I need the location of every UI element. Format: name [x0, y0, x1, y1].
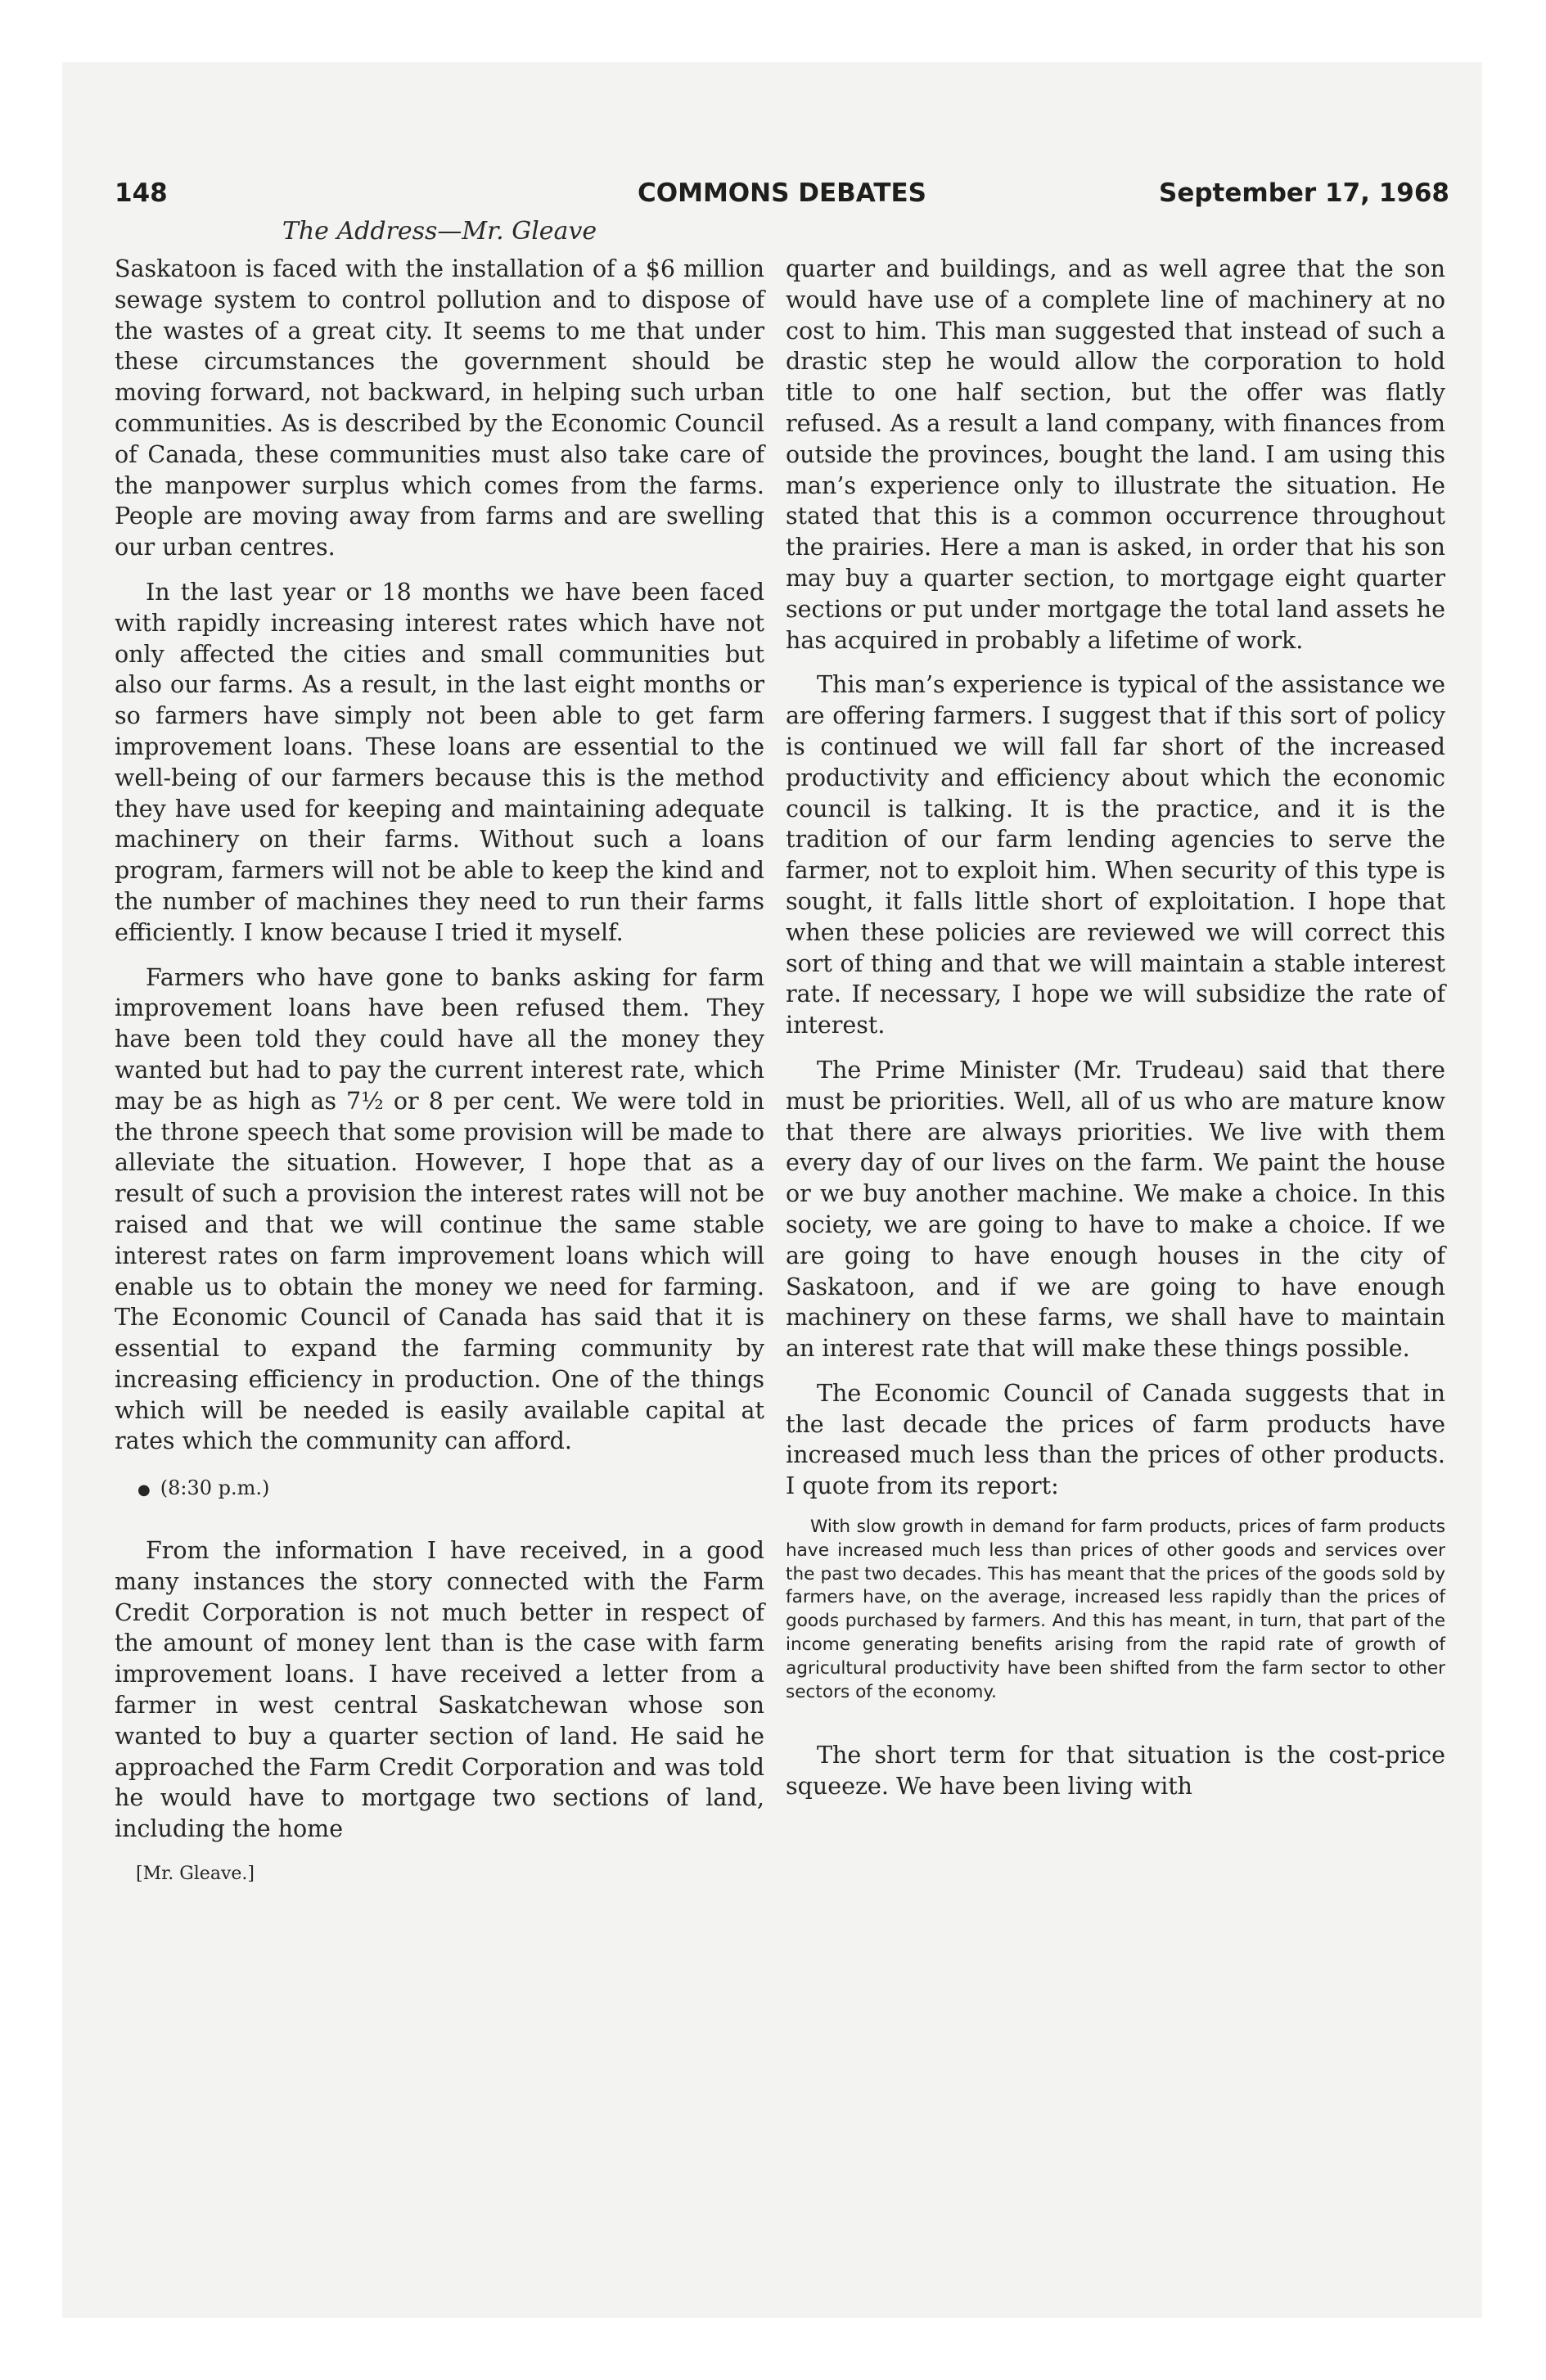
paragraph: This man’s experience is typical of the assistance we are offering farmers. I suggest that if this sort of policy is continued we will fall far short of the increased productivity and efficiency about which the economic council is talking. It is the practice, and it is the tradition of our farm lending agencies to serve the farmer, not to exploit him. When security of this type is sought, it falls little short of exploitation. I hope that when these policies are reviewed we will correct this sort of thing and that we will maintain a stable interest rate. If necessary, I hope we will subsidize the rate of interest. — [786, 671, 1445, 1039]
paragraph: Saskatoon is faced with the installation of a $6 million sewage system to control pollution and to dispose of the wastes of a great city. It seems to me that under these circumstances the government should be moving forward, not backward, in helping such urban communities. As is described by the Economic Council of Canada, these communities must also take care of the manpower surplus which comes from the farms. People are moving away from farms and are swelling our urban centres. — [115, 255, 764, 561]
header-date: September 17, 1968 — [1159, 178, 1449, 208]
paragraph: The Economic Council of Canada suggests that in the last decade the prices of farm products have increased much less than the prices of other products. I quote from its report: — [786, 1379, 1445, 1500]
speaker-signature: [Mr. Gleave.] — [136, 1864, 255, 1885]
publication-title: COMMONS DEBATES — [638, 178, 926, 208]
paragraph: From the information I have received, in a good many instances the story connected with the Farm Credit Corporation is not much better in respect of the amount of money lent than is the case with farm improvement loans. I have received a letter from a farmer in west central Saskatchewan whose son wanted to buy a quarter section of land. He said he approached the Farm Credit Corporation and was told he would have to mortgage two sections of land, including the home — [115, 1537, 764, 1843]
left-column — [115, 254, 764, 1890]
paragraph: The Prime Minister (Mr. Trudeau) said that there must be priorities. Well, all of us who are mature know that there are always priorities. We live with them every day of our lives on the farm. We paint the house or we buy another machine. We make a choice. In this society, we are going to have to make a choice. If we are going to have enough houses in the city of Saskatoon, and if we are going to have enough machinery on these farms, we shall have to maintain an interest rate that will make these things possible. — [786, 1056, 1445, 1363]
timestamp-text: (8:30 p.m.) — [160, 1476, 270, 1500]
paragraph: The short term for that situation is the cost-price squeeze. We have been living with — [786, 1742, 1445, 1801]
page-number: 148 — [115, 178, 168, 208]
paragraph: Farmers who have gone to banks asking for farm improvement loans have been refused them. They have been told they could have all the money they wanted but had to pay the current interest rate, which may be as high as 7½ or 8 per cent. We were told in the throne speech that some provision will be made to alleviate the situation. However, I hope that as a result of such a provision the interest rates will not be raised and that we will continue the same stable interest rates on farm improvement loans which will enable us to obtain the money we need for farming. The Economic Council of Canada has said that it is essential to expand the farming community by increasing efficiency in production. One of the things which will be needed is easily available capital at rates which the community can afford. — [115, 963, 764, 1455]
timestamp — [137, 1473, 764, 1506]
running-subheading: The Address—Mr. Gleave — [282, 217, 597, 246]
bullet-icon: ● — [137, 1481, 151, 1499]
page-header — [115, 178, 1449, 211]
paragraph: quarter and buildings, and as well agree that the son would have use of a complete line of machinery at no cost to him. This man suggested that instead of such a drastic step he would allow the corporation to hold title to one half section, but the offer was flatly refused. As a result a land company, with finances from outside the provinces, bought the land. I am using this man’s experience only to illustrate the situation. He stated that this is a common occurrence throughout the prairies. Here a man is asked, in order that his son may buy a quarter section, to mortgage eight quarter sections or put under mortgage the total land assets he has acquired in probably a lifetime of work. — [786, 255, 1445, 654]
paragraph: In the last year or 18 months we have been faced with rapidly increasing interest rates which have not only affected the cities and small communities but also our farms. As a result, in the last eight months or so farmers have simply not been able to get farm improvement loans. These loans are essential to the well-being of our farmers because this is the method they have used for keeping and maintaining adequate machinery on their farms. Without such a loans program, farmers will not be able to keep the kind and the number of machines they need to run their farms efficiently. I know because I tried it myself. — [115, 578, 765, 946]
block-quote: With slow growth in demand for farm products, prices of farm products have increased much less than prices of other goods and services over the past two decades. This has meant that the prices of the goods sold by farmers have, on the average, increased less rapidly than the prices of goods purchased by farmers. And this has meant, in turn, that part of the income generating benefits arising from the rapid rate of growth of agricultural productivity have been shifted from the farm sector to other sectors of the economy. — [786, 1517, 1445, 1702]
right-column — [786, 254, 1445, 1816]
